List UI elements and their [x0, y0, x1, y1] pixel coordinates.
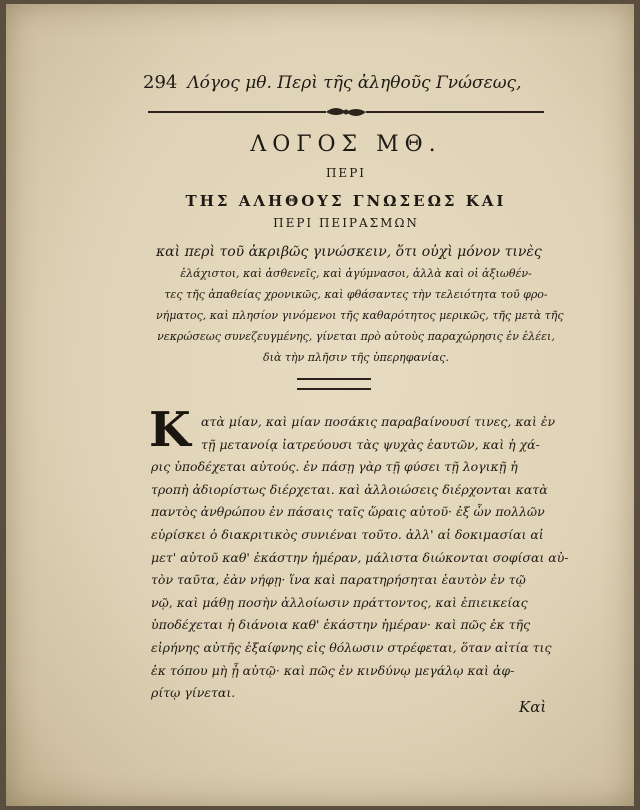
summary-line: καὶ περὶ τοῦ ἀκριβῶς γινώσκειν, ὅτι οὐχὶ μόνον τινὲς [156, 244, 542, 260]
body-line: ὑποδέχεται ἡ διάνοια καθ' ἑκάστην ἡμέραν· καὶ πῶς ἐκ τῆς [151, 617, 531, 633]
subtitle-main: ΤΗΣ ΑΛΗΘΟΥΣ ΓΝΩΣΕΩΣ ΚΑΙ [185, 192, 507, 210]
running-title: Λόγος μθ. Περὶ τῆς ἀληθοῦς Γνώσεως, [187, 73, 522, 93]
running-header [143, 72, 553, 102]
body-text [151, 411, 569, 705]
body-line: μετ' αὐτοῦ καθ' ἑκάστην ἡμέραν, μάλιστα διώκονται σοφίσαι αὐ- [151, 549, 569, 565]
summary-line: νεκρώσεως συνεζευγμένης, γίνεται πρὸ αὐτοὺς παραχώρησις ἐν ἐλέει, [157, 330, 555, 343]
body-line: ρις ὑποδέχεται αὐτούς. ἐν πάσῃ γὰρ τῇ φύσει τῇ λογικῇ ἡ [151, 459, 518, 475]
body-line: ρίτῳ γίνεται. [151, 685, 236, 701]
summary-line: τες τῆς ἀπαθείας χρονικῶς, καὶ φθάσαντες τὴν τελειότητα τοῦ φρο- [164, 288, 548, 301]
chapter-title: ΛΟΓΟΣ ΜΘ. [250, 132, 442, 157]
drop-cap: K [149, 402, 191, 458]
summary-line: ἐλάχιστοι, καὶ ἀσθενεῖς, καὶ ἀγύμνασοι, ἀλλὰ καὶ οἱ ἀξιωθέν- [180, 267, 532, 280]
body-line: τροπὴ ἀδιορίστως διέρχεται. καὶ ἀλλοιώσεις διέρχονται κατὰ [151, 481, 548, 497]
body-line: ἐκ τόπου μὴ ᾖ αὐτῷ· καὶ πῶς ἐν κινδύνῳ μεγάλῳ καὶ ἀφ- [151, 662, 515, 678]
catchword: Καὶ [519, 698, 547, 716]
subtitle-peri: ΠΕΡΙ [325, 166, 367, 180]
chapter-summary [156, 242, 564, 368]
book-page [6, 4, 634, 806]
decorative-rule-ornament-icon [146, 104, 546, 120]
body-line: παντὸς ἀνθρώπου ἐν πάσαις ταῖς ὥραις αὐτοῦ· ἐξ ὧν πολλῶν [151, 504, 545, 520]
body-line: τὸν ταῦτα, ἐὰν νήφῃ· ἵνα καὶ παρατηρήσηται ἑαυτὸν ἐν τῷ [151, 572, 526, 588]
body-line: ατὰ μίαν, καὶ μίαν ποσάκις παραβαίνουσί τινες, καὶ ἐν [201, 414, 556, 429]
body-line: νῷ, καὶ μάθῃ ποσὴν ἀλλοίωσιν πράττοντος, καὶ ἐπιεικείας [151, 594, 528, 610]
section-separator [297, 378, 371, 390]
subtitle-second: ΠΕΡΙ ΠΕΙΡΑΣΜΩΝ [273, 216, 419, 230]
page-number: 294 [143, 72, 178, 93]
body-line: εἰρήνης αὐτῆς ἐξαίφνης εἰς θόλωσιν στρέφεται, ὅταν αἰτία τις [151, 639, 552, 655]
summary-line: νήματος, καὶ πλησίον γινόμενοι τῆς καθαρότητος μερικῶς, τῆς μετὰ τῆς [156, 309, 564, 322]
summary-line: διὰ τὴν πλῆσιν τῆς ὑπερηφανίας. [263, 351, 449, 364]
body-line: εὑρίσκει ὁ διακριτικὸς συνιέναι τοῦτο. ἀλλ' αἱ δοκιμασίαι αἱ [151, 526, 544, 542]
body-line: τῇ μετανοίᾳ ἰατρεύουσι τὰς ψυχὰς ἑαυτῶν, καὶ ἡ χά- [201, 436, 540, 452]
